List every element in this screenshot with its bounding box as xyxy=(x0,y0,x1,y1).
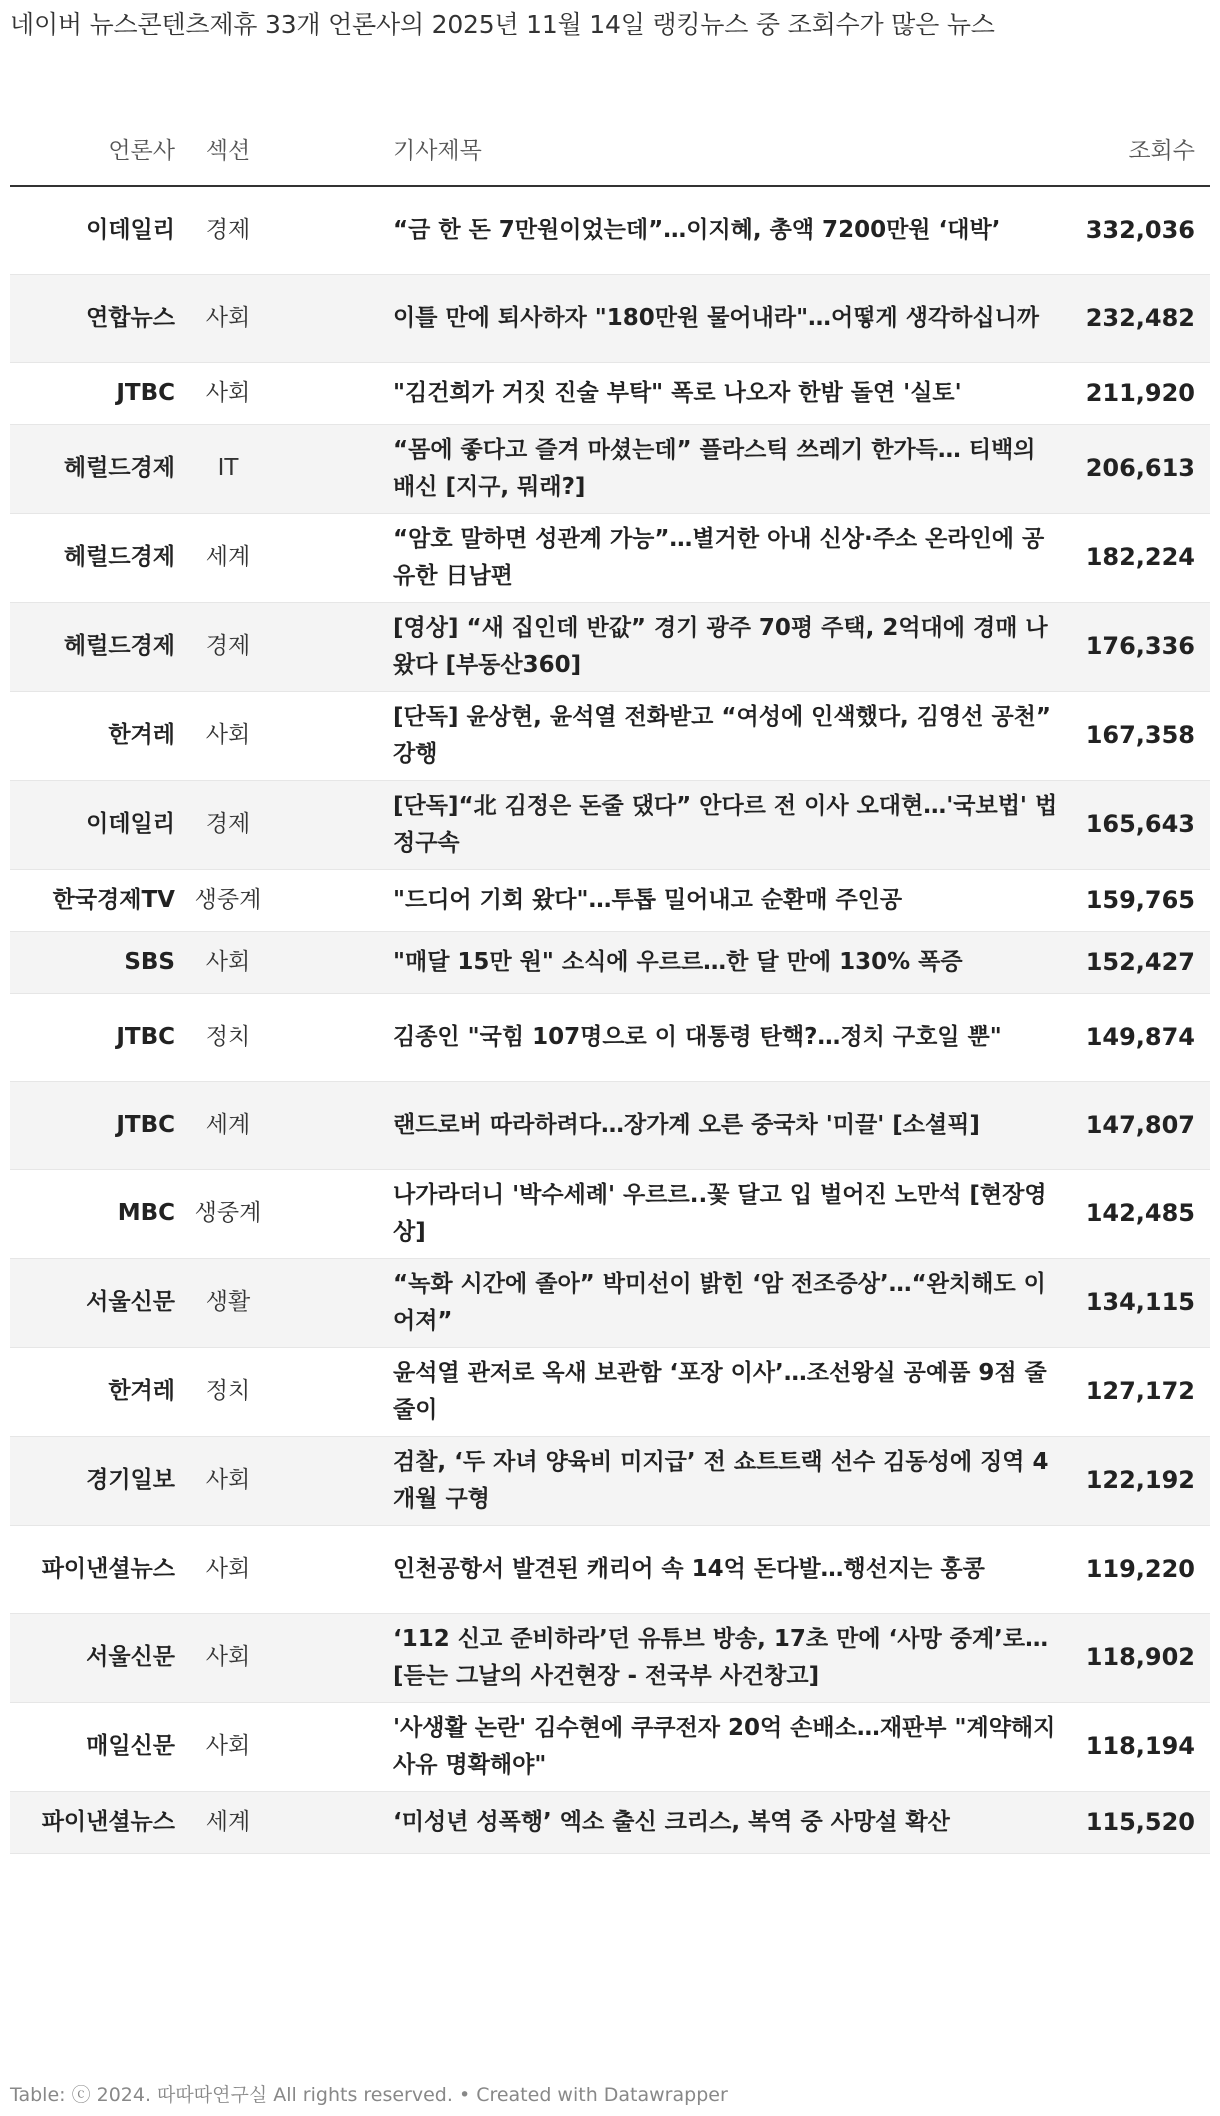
table-row xyxy=(10,1613,1210,1702)
article-title-cell: "드디어 기회 왔다"…투톱 밀어내고 순환매 주인공 xyxy=(281,869,1069,931)
section-cell: 사회 xyxy=(175,362,281,424)
views-cell: 332,036 xyxy=(1069,186,1210,274)
section-cell: 세계 xyxy=(175,513,281,602)
views-cell: 119,220 xyxy=(1069,1525,1210,1613)
section-cell: 사회 xyxy=(175,1702,281,1791)
views-cell: 115,520 xyxy=(1069,1791,1210,1853)
publisher-cell: 이데일리 xyxy=(10,186,175,274)
views-cell: 206,613 xyxy=(1069,424,1210,513)
publisher-cell: 한겨레 xyxy=(10,691,175,780)
section-cell: 정치 xyxy=(175,993,281,1081)
publisher-cell: JTBC xyxy=(10,1081,175,1169)
section-cell: 세계 xyxy=(175,1081,281,1169)
views-cell: 232,482 xyxy=(1069,274,1210,362)
section-cell: 세계 xyxy=(175,1791,281,1853)
publisher-cell: SBS xyxy=(10,931,175,993)
publisher-cell: 한국경제TV xyxy=(10,869,175,931)
section-cell: 사회 xyxy=(175,691,281,780)
page-title: 네이버 뉴스콘텐츠제휴 33개 언론사의 2025년 11월 14일 랭킹뉴스 중 조회수가 많은 뉴스 xyxy=(10,10,995,39)
table-row xyxy=(10,869,1210,931)
article-title-cell: ‘미성년 성폭행’ 엑소 출신 크리스, 복역 중 사망설 확산 xyxy=(281,1791,1069,1853)
table-row xyxy=(10,1791,1210,1853)
article-title-cell: 검찰, ‘두 자녀 양육비 미지급’ 전 쇼트트랙 선수 김동성에 징역 4개월 구형 xyxy=(281,1436,1069,1525)
section-cell: 생중계 xyxy=(175,869,281,931)
column-header-section[interactable]: 섹션 xyxy=(175,103,281,186)
views-cell: 165,643 xyxy=(1069,780,1210,869)
article-title-cell: “녹화 시간에 졸아” 박미선이 밝힌 ‘암 전조증상’…“완치해도 이어져” xyxy=(281,1258,1069,1347)
publisher-cell: MBC xyxy=(10,1169,175,1258)
table-footer-credit: Table: ⓒ 2024. 따따따연구실 All rights reserved. • Created with Datawrapper xyxy=(10,2084,728,2106)
article-title-cell: '사생활 논란' 김수현에 쿠쿠전자 20억 손배소…재판부 "계약해지 사유 명확해야" xyxy=(281,1702,1069,1791)
publisher-cell: 매일신문 xyxy=(10,1702,175,1791)
article-title-cell: “몸에 좋다고 즐겨 마셨는데” 플라스틱 쓰레기 한가득… 티백의 배신 [지구, 뭐래?] xyxy=(281,424,1069,513)
views-cell: 167,358 xyxy=(1069,691,1210,780)
table-body xyxy=(10,186,1210,1853)
section-cell: 정치 xyxy=(175,1347,281,1436)
ranking-table xyxy=(10,103,1210,1854)
publisher-cell: 헤럴드경제 xyxy=(10,602,175,691)
article-title-cell: 나가라더니 '박수세례' 우르르..꽃 달고 입 벌어진 노만석 [현장영상] xyxy=(281,1169,1069,1258)
table-row xyxy=(10,691,1210,780)
table-row xyxy=(10,1081,1210,1169)
views-cell: 134,115 xyxy=(1069,1258,1210,1347)
section-cell: 사회 xyxy=(175,1525,281,1613)
article-title-cell: 윤석열 관저로 옥새 보관함 ‘포장 이사’…조선왕실 공예품 9점 줄줄이 xyxy=(281,1347,1069,1436)
table-header-row xyxy=(10,103,1210,186)
views-cell: 118,902 xyxy=(1069,1613,1210,1702)
views-cell: 142,485 xyxy=(1069,1169,1210,1258)
article-title-cell: "매달 15만 원" 소식에 우르르…한 달 만에 130% 폭증 xyxy=(281,931,1069,993)
views-cell: 159,765 xyxy=(1069,869,1210,931)
section-cell: 사회 xyxy=(175,931,281,993)
publisher-cell: 이데일리 xyxy=(10,780,175,869)
column-header-publisher[interactable]: 언론사 xyxy=(10,103,175,186)
article-title-cell: [영상] “새 집인데 반값” 경기 광주 70평 주택, 2억대에 경매 나왔다 [부동산360] xyxy=(281,602,1069,691)
section-cell: IT xyxy=(175,424,281,513)
table-row xyxy=(10,602,1210,691)
section-cell: 경제 xyxy=(175,780,281,869)
section-cell: 생중계 xyxy=(175,1169,281,1258)
views-cell: 127,172 xyxy=(1069,1347,1210,1436)
views-cell: 118,194 xyxy=(1069,1702,1210,1791)
table-row xyxy=(10,513,1210,602)
article-title-cell: “금 한 돈 7만원이었는데”…이지혜, 총액 7200만원 ‘대박’ xyxy=(281,186,1069,274)
section-cell: 생활 xyxy=(175,1258,281,1347)
section-cell: 사회 xyxy=(175,1613,281,1702)
section-cell: 경제 xyxy=(175,602,281,691)
column-header-views[interactable]: 조회수 xyxy=(1069,103,1210,186)
table-row xyxy=(10,1258,1210,1347)
table-row xyxy=(10,1702,1210,1791)
article-title-cell: 김종인 "국힘 107명으로 이 대통령 탄핵?…정치 구호일 뿐" xyxy=(281,993,1069,1081)
article-title-cell: 인천공항서 발견된 캐리어 속 14억 돈다발…행선지는 홍콩 xyxy=(281,1525,1069,1613)
publisher-cell: 경기일보 xyxy=(10,1436,175,1525)
article-title-cell: 이틀 만에 퇴사하자 "180만원 물어내라"…어떻게 생각하십니까 xyxy=(281,274,1069,362)
views-cell: 149,874 xyxy=(1069,993,1210,1081)
views-cell: 147,807 xyxy=(1069,1081,1210,1169)
article-title-cell: 랜드로버 따라하려다…장가계 오른 중국차 '미끌' [소셜픽] xyxy=(281,1081,1069,1169)
publisher-cell: 파이낸셜뉴스 xyxy=(10,1791,175,1853)
publisher-cell: 헤럴드경제 xyxy=(10,424,175,513)
publisher-cell: 파이낸셜뉴스 xyxy=(10,1525,175,1613)
publisher-cell: JTBC xyxy=(10,362,175,424)
article-title-cell: [단독]“北 김정은 돈줄 댔다” 안다르 전 이사 오대현…'국보법' 법정구속 xyxy=(281,780,1069,869)
publisher-cell: 연합뉴스 xyxy=(10,274,175,362)
article-title-cell: “암호 말하면 성관계 가능”…별거한 아내 신상·주소 온라인에 공유한 日남편 xyxy=(281,513,1069,602)
table-row xyxy=(10,1347,1210,1436)
publisher-cell: 한겨레 xyxy=(10,1347,175,1436)
table-row xyxy=(10,780,1210,869)
section-cell: 사회 xyxy=(175,274,281,362)
views-cell: 211,920 xyxy=(1069,362,1210,424)
table-row xyxy=(10,186,1210,274)
table-row xyxy=(10,993,1210,1081)
views-cell: 182,224 xyxy=(1069,513,1210,602)
publisher-cell: 서울신문 xyxy=(10,1613,175,1702)
table-row xyxy=(10,424,1210,513)
section-cell: 사회 xyxy=(175,1436,281,1525)
table-row xyxy=(10,274,1210,362)
table-row xyxy=(10,1436,1210,1525)
views-cell: 152,427 xyxy=(1069,931,1210,993)
publisher-cell: JTBC xyxy=(10,993,175,1081)
table-row xyxy=(10,1525,1210,1613)
article-title-cell: "김건희가 거짓 진술 부탁" 폭로 나오자 한밤 돌연 '실토' xyxy=(281,362,1069,424)
table-row xyxy=(10,362,1210,424)
article-title-cell: ‘112 신고 준비하라’던 유튜브 방송, 17초 만에 ‘사망 중계’로…[듣는 그날의 사건현장 - 전국부 사건창고] xyxy=(281,1613,1069,1702)
views-cell: 176,336 xyxy=(1069,602,1210,691)
publisher-cell: 서울신문 xyxy=(10,1258,175,1347)
publisher-cell: 헤럴드경제 xyxy=(10,513,175,602)
column-header-article[interactable]: 기사제목 xyxy=(281,103,1069,186)
article-title-cell: [단독] 윤상현, 윤석열 전화받고 “여성에 인색했다, 김영선 공천” 강행 xyxy=(281,691,1069,780)
section-cell: 경제 xyxy=(175,186,281,274)
views-cell: 122,192 xyxy=(1069,1436,1210,1525)
table-row xyxy=(10,1169,1210,1258)
table-row xyxy=(10,931,1210,993)
